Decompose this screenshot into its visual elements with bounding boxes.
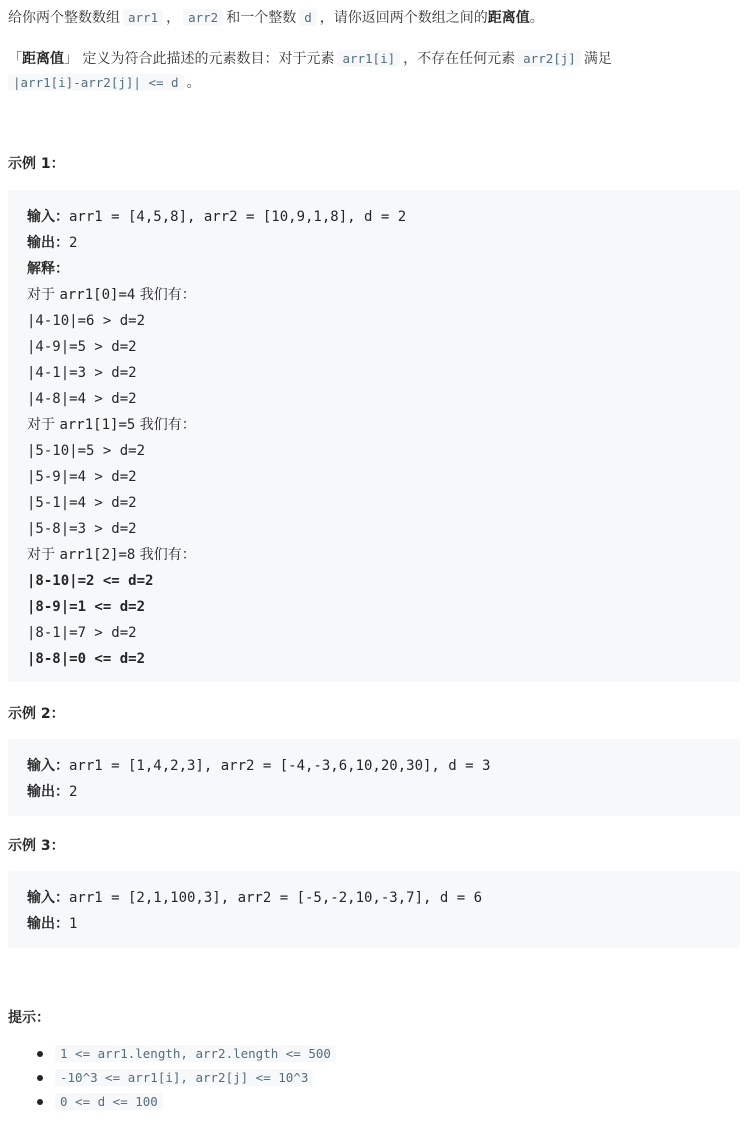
tips-code: 1 <= arr1.length, arr2.length <= 500 [55,1045,336,1062]
inline-code: arr1[i] [337,50,400,67]
inline-code: arr2 [183,9,223,26]
example-2-heading: 示例 2： [8,706,65,722]
intro-text: 和一个整数 [226,10,297,26]
example-input-row [27,204,740,230]
intro-text: 「 [8,51,22,67]
tips-code: 0 <= d <= 100 [55,1093,163,1110]
intro-text: 」 定义为符合此描述的元素数目：对于元素 [64,51,335,67]
inline-code: d [299,9,317,26]
intro-bold: 距离值 [487,10,530,26]
explain-post: 我们有： [135,547,196,563]
explain-pre: 对于 [27,547,60,563]
explain-line: |4-8|=4 > d=2 [27,391,137,407]
example-1-block [8,190,740,682]
example-3-heading: 示例 3： [8,838,65,854]
example-input-row [27,753,740,779]
explain-line: |4-1|=3 > d=2 [27,365,137,381]
output-label: 输出： [27,916,69,932]
tips-item [40,1090,339,1114]
explain-line: |5-1|=4 > d=2 [27,495,137,511]
output-label: 输出： [27,235,69,251]
example-input-row [27,885,740,911]
input-value: arr1 = [2,1,100,3], arr2 = [-5,-2,10,-3,7], d = 6 [69,890,483,906]
tips-code: -10^3 <= arr1[i], arr2[j] <= 10^3 [55,1069,313,1086]
explain-line: |5-8|=3 > d=2 [27,521,137,537]
intro-text: ， [166,10,181,26]
tips-heading: 提示： [8,1010,50,1026]
input-value: arr1 = [1,4,2,3], arr2 = [-4,-3,6,10,20,30], d = 3 [69,758,491,774]
intro-text: ，请你返回两个数组之间的 [319,10,488,26]
inline-code: |arr1[i]-arr2[j]| <= d [8,74,184,91]
explain-code: arr1[1]=5 [59,417,136,433]
example-3-block [8,871,740,948]
explain-post: 我们有： [135,417,196,433]
explain-line: |8-1|=7 > d=2 [27,625,137,641]
output-value: 2 [69,784,78,800]
input-value: arr1 = [4,5,8], arr2 = [10,9,1,8], d = 2 [69,209,407,225]
intro-paragraph-1 [8,7,544,29]
tips-item [40,1042,339,1066]
explain-line-bold: |8-9|=1 <= d=2 [27,599,146,615]
input-label: 输入： [27,758,69,774]
example-output-row [27,779,740,805]
output-value: 1 [69,916,78,932]
explain-line: |5-9|=4 > d=2 [27,469,137,485]
explain-line: |4-9|=5 > d=2 [27,339,137,355]
explain-line [27,282,740,308]
explain-pre: 对于 [27,417,60,433]
example-2-block [8,739,740,816]
intro-text: 给你两个整数数组 [8,10,120,26]
output-label: 输出： [27,784,69,800]
explain-line: |4-10|=6 > d=2 [27,313,146,329]
inline-code: arr2[j] [518,50,581,67]
example-1-heading: 示例 1： [8,156,65,172]
intro-text: 满足 [583,51,612,67]
intro-paragraph-2 [8,48,612,70]
explain-post: 我们有： [135,287,196,303]
intro-text: 。 [186,75,201,91]
explain-line [27,412,740,438]
output-value: 2 [69,235,78,251]
intro-bold: 距离值 [22,51,64,67]
tips-list [0,1042,339,1114]
intro-text: 。 [529,10,544,26]
input-label: 输入： [27,209,69,225]
explain-line-bold: |8-10|=2 <= d=2 [27,573,154,589]
explain-label: 解释： [27,261,69,277]
intro-paragraph-2-cont [8,72,201,94]
explain-pre: 对于 [27,287,60,303]
explain-line [27,542,740,568]
inline-code: arr1 [123,9,163,26]
input-label: 输入： [27,890,69,906]
example-explain-row [27,256,740,282]
tips-item [40,1066,339,1090]
intro-text: ，不存在任何元素 [403,51,516,67]
explain-code: arr1[0]=4 [59,287,136,303]
explain-line: |5-10|=5 > d=2 [27,443,146,459]
example-output-row [27,911,740,937]
explain-line-bold: |8-8|=0 <= d=2 [27,651,146,667]
example-output-row [27,230,740,256]
explain-code: arr1[2]=8 [59,547,136,563]
